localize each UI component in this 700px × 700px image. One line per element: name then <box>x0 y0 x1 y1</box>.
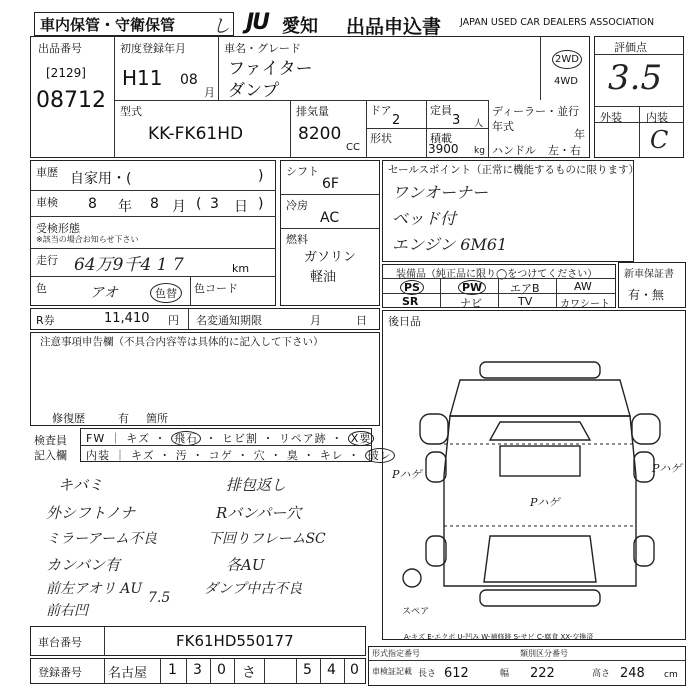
diagram-label: 後日品 <box>388 315 421 328</box>
registration-year: H11 <box>122 66 163 90</box>
interior-grade: C <box>650 126 669 154</box>
org-name: 愛知 <box>282 16 318 37</box>
width-value: 222 <box>530 666 555 681</box>
color-code-label: 色コード <box>194 282 238 295</box>
note-extra: 7.5 <box>148 590 171 606</box>
inspection-day-open: ( <box>196 196 202 212</box>
ju-logo: JU <box>246 10 269 35</box>
history-label: 車歴 <box>36 166 58 179</box>
note-left-5: 前左アオリ AU <box>46 581 143 597</box>
displacement-unit: CC <box>346 142 360 153</box>
lot-number: 08712 <box>36 88 106 113</box>
selling-point-3: エンジン 6M61 <box>392 235 508 254</box>
grade-label: 評価点 <box>614 41 647 54</box>
spare-label: スペア <box>402 607 430 617</box>
plate-class-3: 0 <box>217 662 226 678</box>
repair-value: 有 <box>118 412 129 425</box>
plate-class-2: 3 <box>193 662 202 678</box>
equip-ps: PS <box>400 280 424 295</box>
note-right-4: 各AU <box>226 556 265 574</box>
capacity-unit: 人 <box>474 119 484 129</box>
insp-int-scratch: キズ <box>131 449 155 462</box>
registration-month-unit: 月 <box>204 86 215 99</box>
recycle-value: 11,410 <box>104 311 150 326</box>
history-value: 自家用・( <box>70 171 132 187</box>
width-label: 幅 <box>500 669 510 679</box>
selling-points-label: セールスポイント（正常に機能するものに限ります） <box>388 164 640 176</box>
mark-left: Pハゲ <box>392 468 422 481</box>
color-value: アオ <box>90 285 118 301</box>
registration-month: 08 <box>180 72 198 88</box>
plate-number-2: 4 <box>327 662 336 678</box>
inspector-row-1: FW ｜ キズ ・ 飛石 ・ ヒビ割 ・ リペア跡 ・ X要 <box>86 430 374 446</box>
selling-point-2: ベッド付 <box>392 209 457 228</box>
mark-right: Pハゲ <box>652 462 682 475</box>
insp-int: 内装 <box>86 449 110 462</box>
storage-mark: し <box>212 16 230 37</box>
cooler-value: AC <box>320 210 340 226</box>
doors-label: ドア <box>370 104 392 117</box>
equip-leather: カワシート <box>560 299 610 310</box>
chassis-label: 車台番号 <box>38 636 82 649</box>
color-label: 色 <box>36 282 47 295</box>
inspection-year: 8 <box>88 196 97 212</box>
receive-note: ※該当の場合お知らせ下さい <box>36 235 139 244</box>
fuel-value-diesel: 軽油 <box>310 270 337 285</box>
note-left-1: キバミ <box>58 476 104 494</box>
registration-label: 初度登録年月 <box>120 42 186 55</box>
inspector-label-2: 記入欄 <box>34 449 67 462</box>
form-title: 出品申込書 <box>346 16 442 38</box>
insp-x: X要 <box>348 431 375 446</box>
warranty-label: 新車保証書 <box>624 269 674 280</box>
year-unit: 年 <box>574 128 585 141</box>
tax-day: 日 <box>356 314 367 327</box>
displacement: 8200 <box>298 124 342 144</box>
selling-point-1: ワンオーナー <box>392 183 489 202</box>
fuel-label: 燃料 <box>286 233 308 246</box>
note-right-3: 下回りフレームSC <box>208 531 326 547</box>
capacity: 3 <box>452 113 461 128</box>
equipment-label: 装備品（純正品に限り◯をつけてください） <box>396 269 598 280</box>
insp-fw: FW <box>86 432 106 445</box>
equip-tv: TV <box>518 295 533 308</box>
repair-label: 修復歴 <box>52 412 85 425</box>
plate-number-1: 5 <box>303 662 312 678</box>
plate-class-1: 1 <box>168 662 177 678</box>
load-label: 積載 <box>430 132 452 145</box>
handle-options: 左・右 <box>548 144 581 157</box>
note-left-6: 前右凹 <box>46 603 88 619</box>
color-change: 色替 <box>150 283 182 303</box>
inspection-label: 車検 <box>36 196 58 209</box>
car-grade: ダンプ <box>228 81 280 101</box>
height-label: 高さ <box>592 669 611 679</box>
mileage: 64万9千4 1 7 <box>74 255 184 275</box>
tax-label: 名変通知期限 <box>196 314 262 327</box>
inspector-row-2: 内装 ｜ キズ ・ 汚 ・ コゲ ・ 穴 ・ 臭 ・ キレ ・ 破レ <box>86 447 395 463</box>
cat-label: 類別区分番号 <box>520 649 568 658</box>
cert-label: 形式指定番号 <box>372 649 420 658</box>
chassis-number: FK61HD550177 <box>176 632 294 650</box>
dealer-label: ディーラー・並行 <box>492 105 580 118</box>
model-label: 型式 <box>120 105 142 118</box>
lot-small-number: [2129] <box>46 66 86 80</box>
storage-label: 車内保管・守衛保管 <box>40 16 176 34</box>
insp-cut: キレ <box>319 449 344 462</box>
interior-label: 内装 <box>646 111 668 124</box>
equip-airbag: エアB <box>510 282 540 295</box>
mark-center: Pハゲ <box>530 496 560 509</box>
equip-navi: ナビ <box>460 297 482 310</box>
mileage-label: 走行 <box>36 254 58 267</box>
height-value: 248 <box>620 666 645 681</box>
load-unit: kg <box>474 146 485 156</box>
plate-label: 登録番号 <box>38 666 82 679</box>
plate-number-3: 0 <box>350 662 359 678</box>
note-left-3: ミラーアーム不良 <box>46 531 157 547</box>
exterior-label: 外装 <box>600 111 622 124</box>
insp-dirty: 汚 <box>175 449 188 462</box>
equip-pw: PW <box>458 280 486 295</box>
notes-label: 注意事項申告欄（不具合内容等は具体的に記入して下さい） <box>40 336 324 348</box>
insp-chip: 飛石 <box>171 431 201 446</box>
inspection-month-unit: 月 <box>172 199 186 215</box>
insp-scratch: キズ <box>126 432 150 445</box>
recycle-unit: 円 <box>168 314 179 327</box>
car-name: ファイター <box>228 59 313 79</box>
note-left-2: 外シフトノナ <box>46 504 136 522</box>
warranty-value: 有・無 <box>628 288 665 302</box>
tax-month: 月 <box>310 314 321 327</box>
insp-tear: 破レ <box>365 448 395 463</box>
note-left-4: カンバン有 <box>46 556 120 574</box>
length-label: 長さ <box>418 669 437 679</box>
capacity-label: 定員 <box>430 104 452 117</box>
inspection-year-unit: 年 <box>118 199 132 215</box>
drive-2wd: 2WD <box>552 50 582 69</box>
insp-burn: コゲ <box>208 449 233 462</box>
truck-diagram <box>400 356 680 626</box>
shape-label: 形状 <box>370 132 392 145</box>
doors: 2 <box>392 113 401 128</box>
plate-region: 名古屋 <box>108 666 148 681</box>
handle-label: ハンドル <box>492 144 536 157</box>
history-close: ) <box>258 168 264 184</box>
car-name-label: 車名・グレード <box>224 42 301 55</box>
note-right-5: ダンプ中古不良 <box>204 581 303 597</box>
shift-label: シフト <box>286 165 319 178</box>
insp-smell: 臭 <box>286 449 299 462</box>
insp-repair: リペア跡 <box>279 432 327 445</box>
load: 3900 <box>428 142 459 156</box>
equip-aw: AW <box>574 280 592 293</box>
drive-4wd: 4WD <box>554 76 578 87</box>
model-code: KK-FK61HD <box>148 124 244 144</box>
note-right-1: 排包返し <box>226 476 287 494</box>
size-label: 車検証記載 <box>372 667 412 676</box>
lot-label: 出品番号 <box>38 42 82 55</box>
dimension-unit: cm <box>664 670 678 680</box>
insp-hole: 穴 <box>253 449 266 462</box>
english-title: JAPAN USED CAR DEALERS ASSOCIATION <box>460 17 655 28</box>
fuel-value: ガソリン <box>304 250 357 265</box>
inspection-day: 3 <box>210 196 219 212</box>
inspection-day-unit: 日 <box>234 199 248 215</box>
damage-legend: A-キズ E-エクボ U-凹み W-補修跡 S-サビ C-腐食 XX-交換済 <box>404 633 594 641</box>
inspection-month: 8 <box>150 196 159 212</box>
recycle-label: R券 <box>36 314 55 327</box>
inspection-day-close: ) <box>258 196 264 212</box>
plate-kana: さ <box>242 665 256 681</box>
repair-place: 箇所 <box>146 412 168 425</box>
inspector-label-1: 検査員 <box>34 434 67 447</box>
note-right-2: Rバンパー穴 <box>216 504 302 522</box>
model-year-label: 年式 <box>492 120 514 133</box>
insp-crack: ヒビ割 <box>222 432 258 445</box>
equip-sr: SR <box>402 295 419 308</box>
shift-value: 6F <box>322 176 339 192</box>
receive-label: 受検形態 <box>36 222 80 235</box>
cooler-label: 冷房 <box>286 199 308 212</box>
grade-score: 3.5 <box>608 58 663 98</box>
length-value: 612 <box>444 666 469 681</box>
mileage-unit: km <box>232 262 250 275</box>
displacement-label: 排気量 <box>296 105 329 118</box>
